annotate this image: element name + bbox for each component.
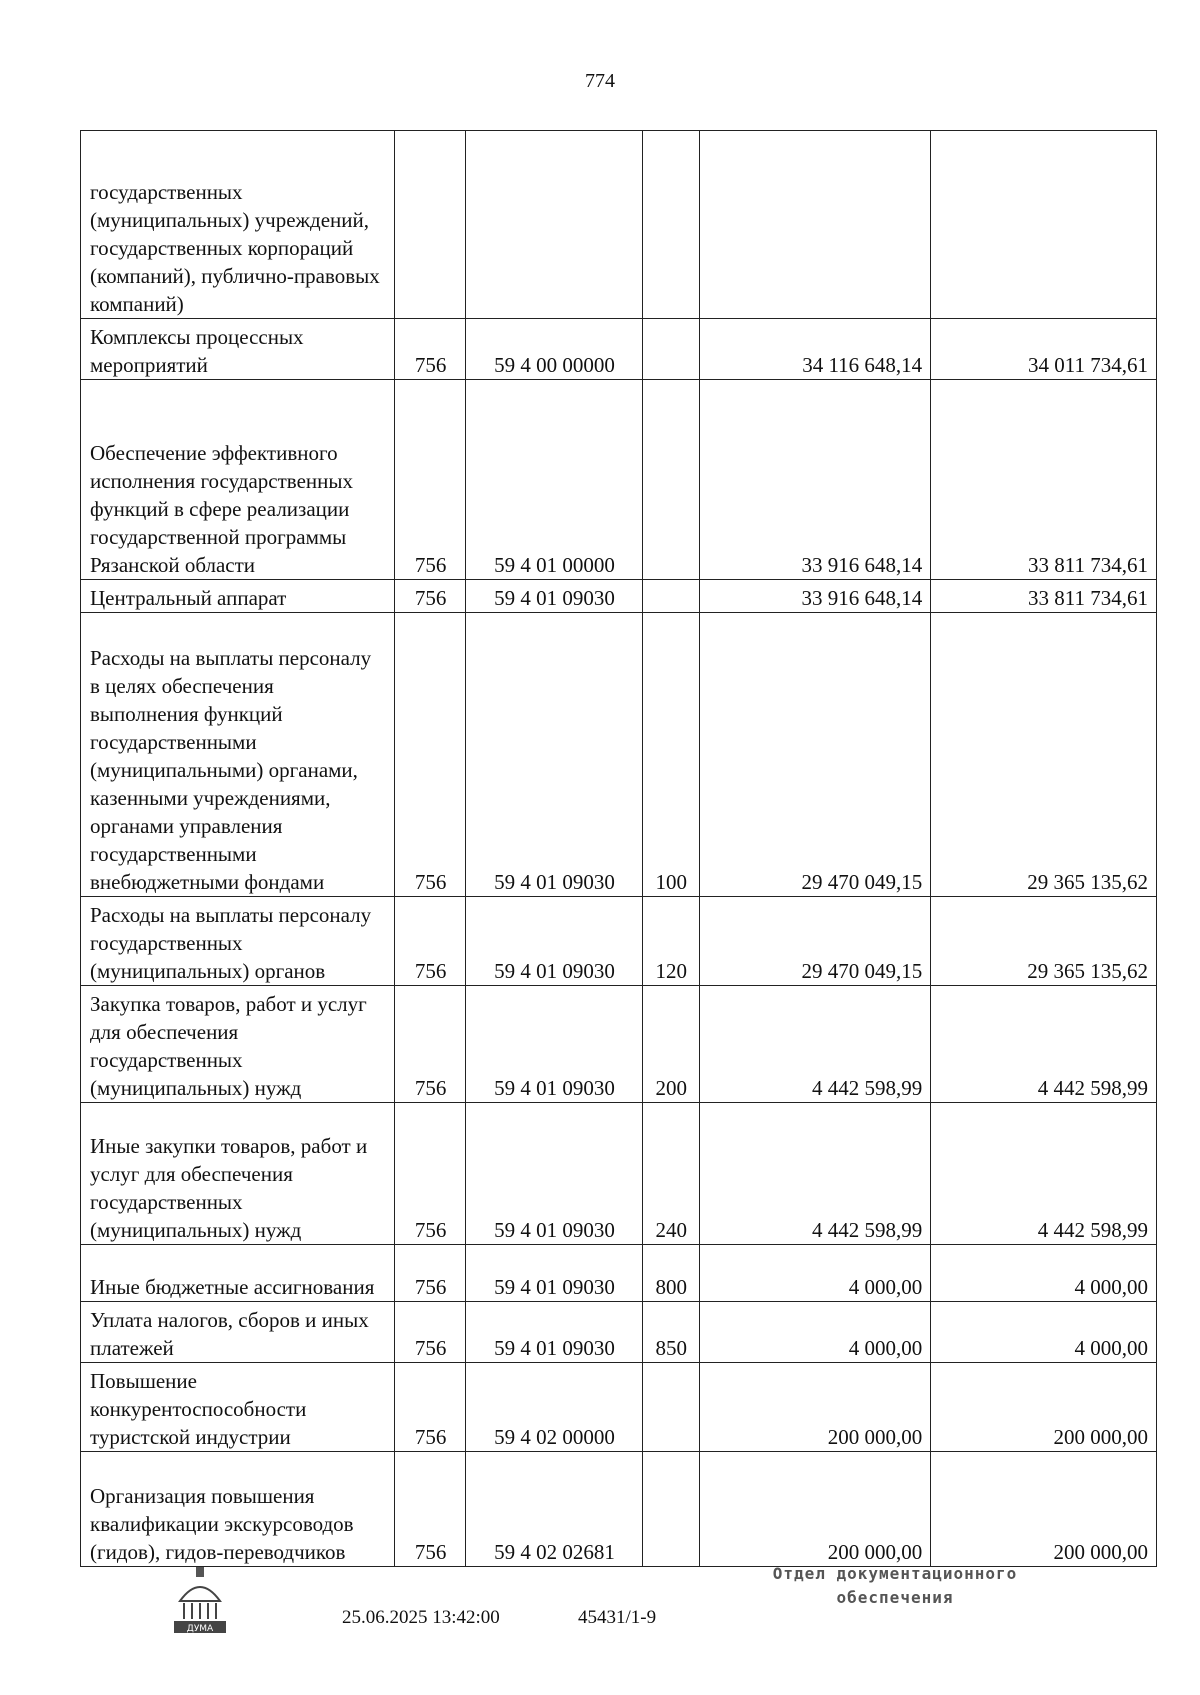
table-row: [81, 1245, 1157, 1302]
row-expense-type: 200: [642, 986, 699, 1103]
stamp-line-2: обеспечения: [836, 1588, 954, 1607]
row-name: Иные бюджетные ассигнования: [81, 1245, 395, 1302]
row-dept: 756: [394, 986, 466, 1103]
row-target-code: 59 4 01 09030: [466, 986, 642, 1103]
row-dept: 756: [394, 1245, 466, 1302]
row-target-code: [466, 131, 642, 319]
row-target-code: 59 4 01 09030: [466, 1302, 642, 1363]
row-target-code: 59 4 02 02681: [466, 1452, 642, 1567]
row-name: Организация повышения квалификации экскурсоводов (гидов), гидов-переводчиков: [81, 1452, 395, 1567]
row-target-code: 59 4 02 00000: [466, 1363, 642, 1452]
table-row: [81, 319, 1157, 380]
row-target-code: 59 4 01 09030: [466, 613, 642, 897]
row-expense-type: [642, 1452, 699, 1567]
row-name: государственных (муниципальных) учреждений, государственных корпораций (компаний), публично-правовых компаний): [81, 131, 395, 319]
row-expense-type: [642, 319, 699, 380]
row-sum-2: 33 811 734,61: [931, 580, 1157, 613]
row-sum-2: 200 000,00: [931, 1452, 1157, 1567]
row-sum-1: 33 916 648,14: [699, 380, 930, 580]
row-sum-2: 29 365 135,62: [931, 613, 1157, 897]
row-expense-type: 850: [642, 1302, 699, 1363]
duma-logo-icon: [170, 1565, 230, 1637]
page-number: 774: [585, 70, 615, 92]
row-expense-type: [642, 380, 699, 580]
row-sum-1: 4 000,00: [699, 1245, 930, 1302]
row-dept: 756: [394, 1103, 466, 1245]
row-sum-1: [699, 131, 930, 319]
footer-doc-id: 45431/1-9: [578, 1607, 657, 1628]
row-name: Обеспечение эффективного исполнения государственных функций в сфере реализации государственной программы Рязанской области: [81, 380, 395, 580]
row-target-code: 59 4 01 09030: [466, 897, 642, 986]
table-row: [81, 1103, 1157, 1245]
row-sum-2: 34 011 734,61: [931, 319, 1157, 380]
table-row: [81, 580, 1157, 613]
row-name: Расходы на выплаты персоналу в целях обеспечения выполнения функций государственными (муниципальными) органами, казенными учреждениями, органами управления государственными внебюджетными фондами: [81, 613, 395, 897]
table-row: [81, 1302, 1157, 1363]
footer-datetime: 25.06.2025 13:42:00: [342, 1607, 500, 1628]
row-sum-1: 4 442 598,99: [699, 986, 930, 1103]
budget-table: [80, 130, 1157, 1567]
row-sum-2: 200 000,00: [931, 1363, 1157, 1452]
row-dept: 756: [394, 1302, 466, 1363]
table-row: [81, 131, 1157, 319]
row-sum-1: 4 442 598,99: [699, 1103, 930, 1245]
row-name: Расходы на выплаты персоналу государственных (муниципальных) органов: [81, 897, 395, 986]
row-sum-2: 4 442 598,99: [931, 986, 1157, 1103]
row-target-code: 59 4 01 09030: [466, 1245, 642, 1302]
table-row: [81, 613, 1157, 897]
row-sum-2: 4 000,00: [931, 1302, 1157, 1363]
row-expense-type: 240: [642, 1103, 699, 1245]
row-expense-type: [642, 580, 699, 613]
stamp-line-1: Отдел документационного: [772, 1564, 1018, 1583]
row-target-code: 59 4 01 09030: [466, 580, 642, 613]
table-row: [81, 986, 1157, 1103]
logo-text: ДУМА: [186, 1624, 214, 1634]
row-sum-1: 200 000,00: [699, 1363, 930, 1452]
row-dept: [394, 131, 466, 319]
row-sum-1: 34 116 648,14: [699, 319, 930, 380]
table-row: [81, 380, 1157, 580]
row-target-code: 59 4 01 09030: [466, 1103, 642, 1245]
table-row: [81, 897, 1157, 986]
row-sum-1: 200 000,00: [699, 1452, 930, 1567]
row-sum-1: 29 470 049,15: [699, 897, 930, 986]
table-row: [81, 1363, 1157, 1452]
row-expense-type: [642, 1363, 699, 1452]
row-sum-2: 29 365 135,62: [931, 897, 1157, 986]
row-sum-1: 29 470 049,15: [699, 613, 930, 897]
row-dept: 756: [394, 380, 466, 580]
row-dept: 756: [394, 319, 466, 380]
row-name: Уплата налогов, сборов и иных платежей: [81, 1302, 395, 1363]
row-target-code: 59 4 00 00000: [466, 319, 642, 380]
row-dept: 756: [394, 613, 466, 897]
row-dept: 756: [394, 1452, 466, 1567]
row-dept: 756: [394, 580, 466, 613]
row-expense-type: 120: [642, 897, 699, 986]
department-stamp: [745, 1562, 1045, 1610]
row-sum-1: 33 916 648,14: [699, 580, 930, 613]
row-expense-type: [642, 131, 699, 319]
row-sum-2: 4 442 598,99: [931, 1103, 1157, 1245]
row-sum-2: 33 811 734,61: [931, 380, 1157, 580]
row-expense-type: 800: [642, 1245, 699, 1302]
row-name: Закупка товаров, работ и услуг для обеспечения государственных (муниципальных) нужд: [81, 986, 395, 1103]
row-sum-1: 4 000,00: [699, 1302, 930, 1363]
row-expense-type: 100: [642, 613, 699, 897]
row-dept: 756: [394, 1363, 466, 1452]
row-name: Центральный аппарат: [81, 580, 395, 613]
table-row: [81, 1452, 1157, 1567]
row-dept: 756: [394, 897, 466, 986]
row-target-code: 59 4 01 00000: [466, 380, 642, 580]
row-sum-2: 4 000,00: [931, 1245, 1157, 1302]
row-sum-2: [931, 131, 1157, 319]
row-name: Иные закупки товаров, работ и услуг для обеспечения государственных (муниципальных) нужд: [81, 1103, 395, 1245]
row-name: Повышение конкурентоспособности туристской индустрии: [81, 1363, 395, 1452]
row-name: Комплексы процессных мероприятий: [81, 319, 395, 380]
